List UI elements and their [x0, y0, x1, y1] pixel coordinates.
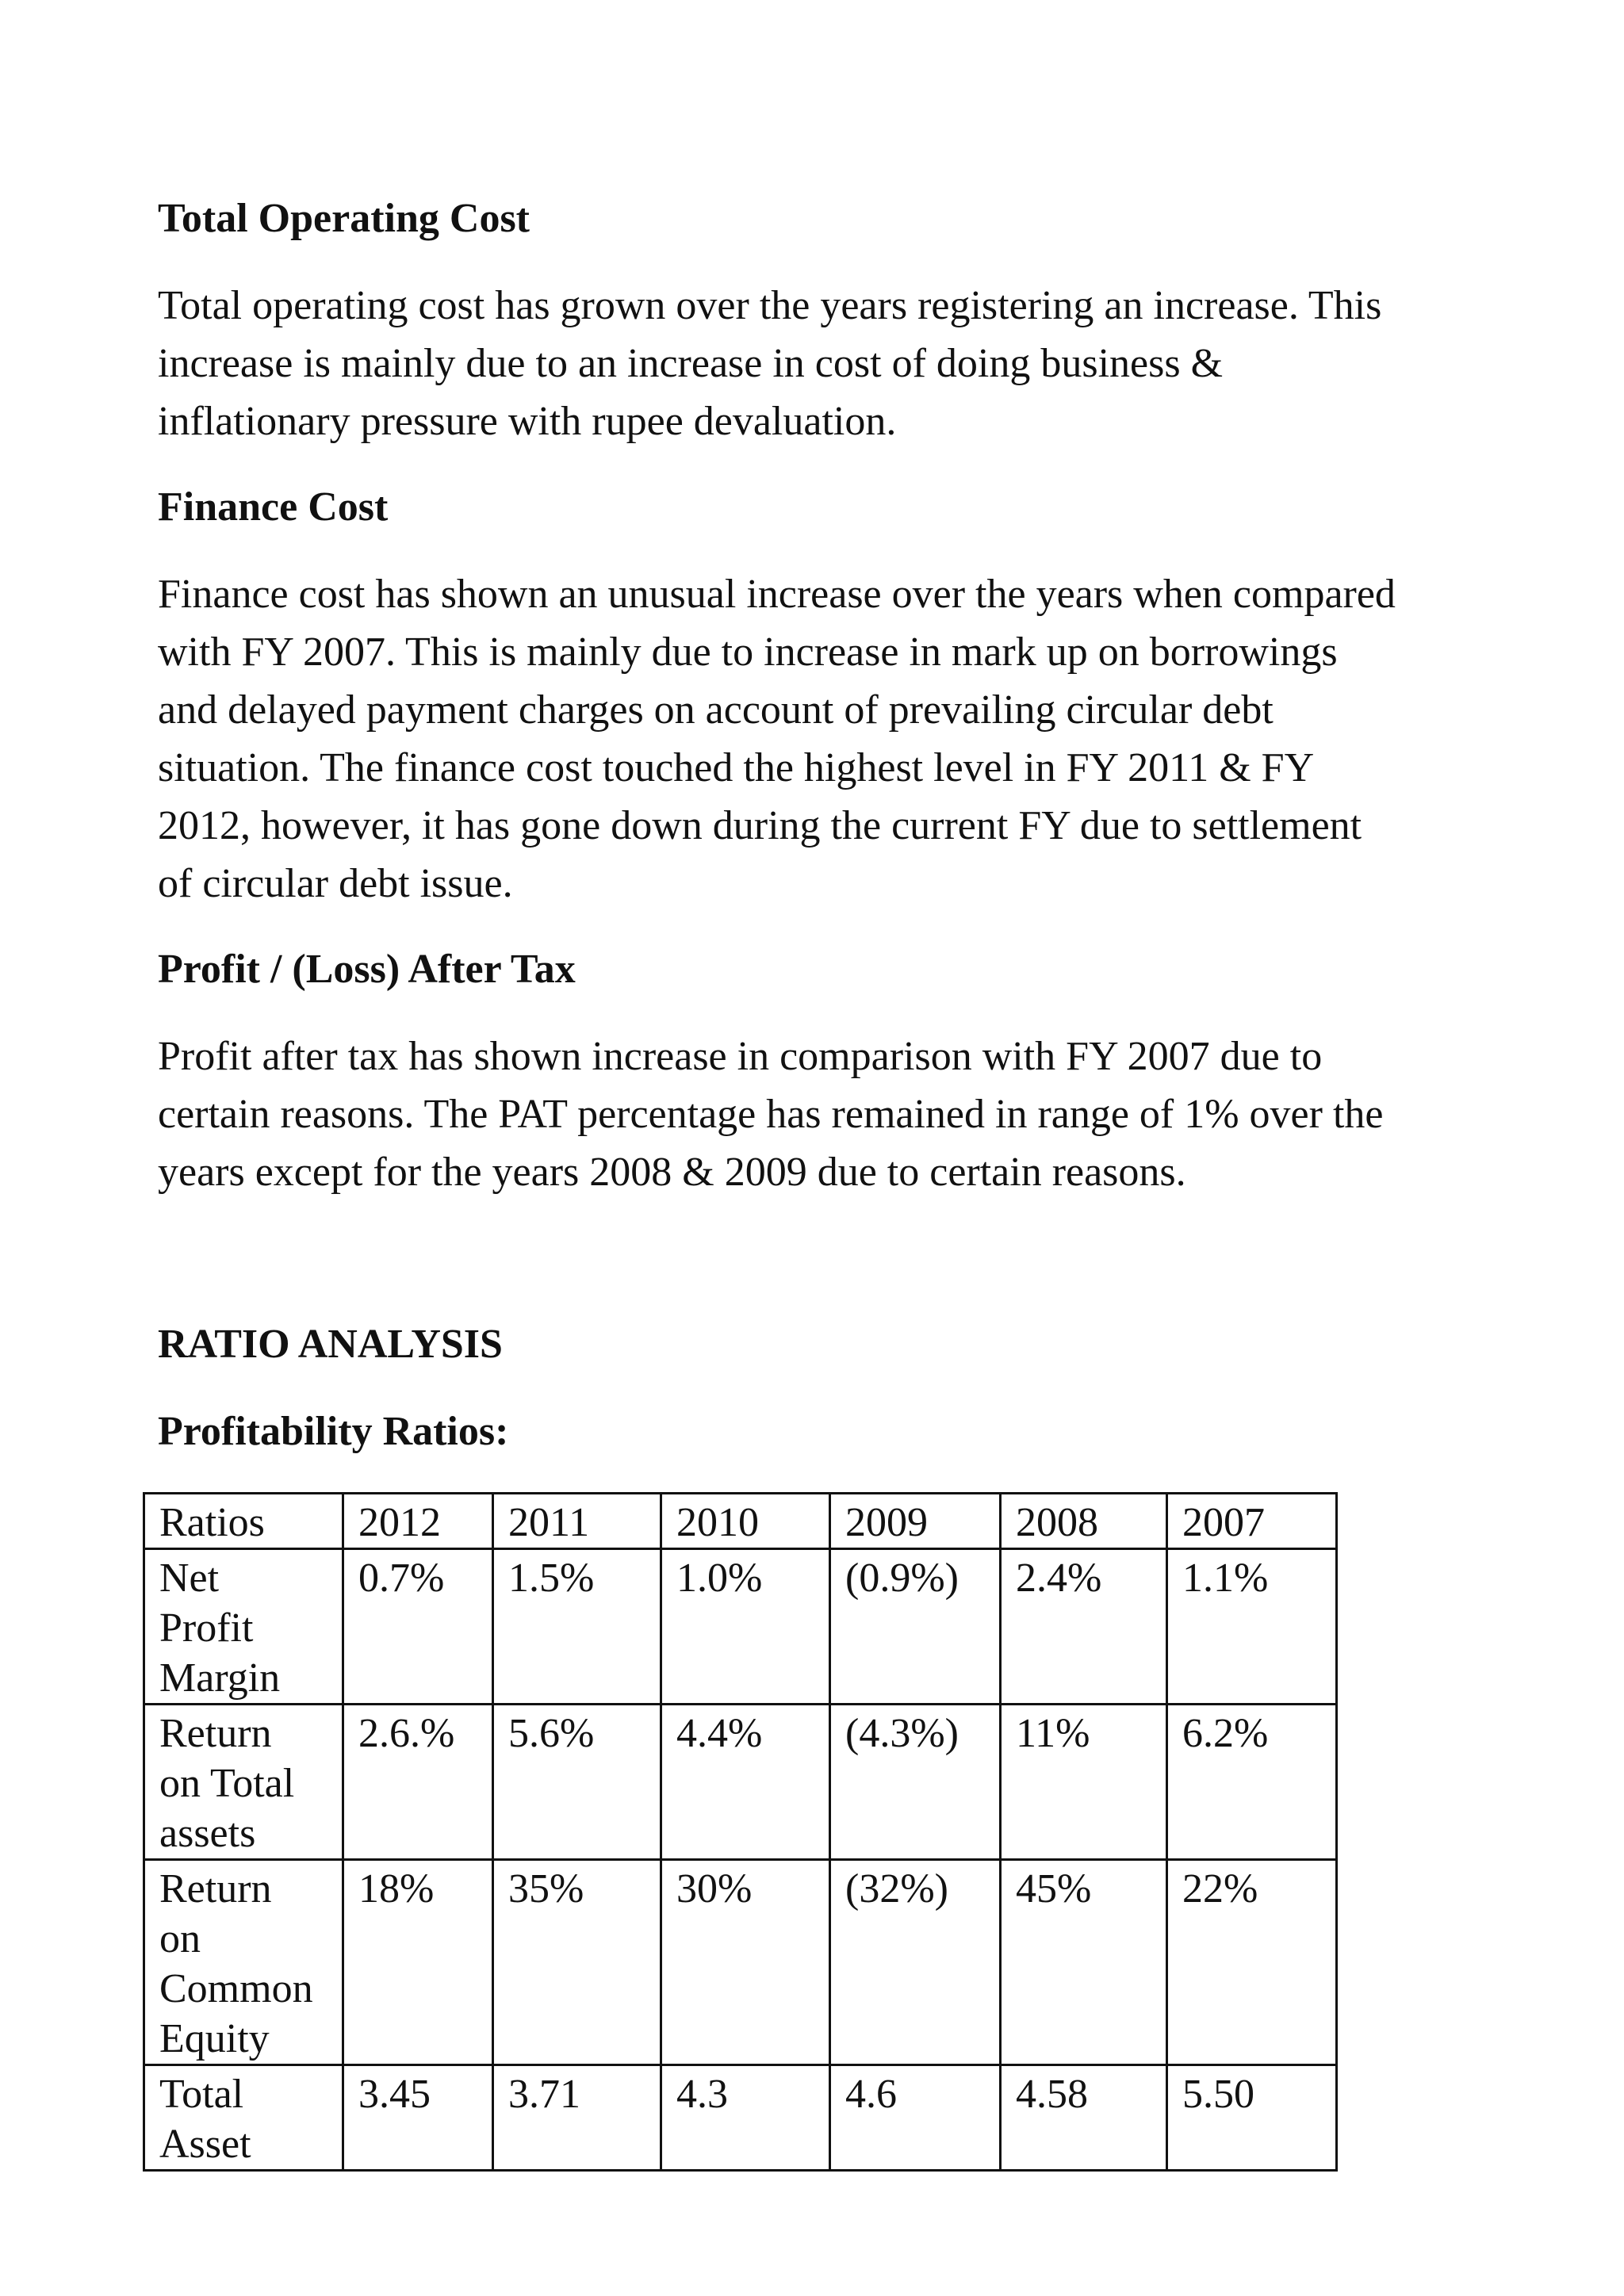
paragraph-line: and delayed payment charges on account of prevailing circular debt [158, 687, 1274, 733]
table-cell: 3.71 [493, 2065, 661, 2171]
table-cell: 18% [343, 1860, 493, 2065]
section-heading-total-operating-cost: Total Operating Cost [158, 196, 530, 241]
row-label-line: Profit [159, 1605, 254, 1651]
paragraph-profit-after-tax [158, 1027, 1383, 1201]
section-heading-profit-after-tax: Profit / (Loss) After Tax [158, 947, 576, 992]
row-label-net-profit-margin [144, 1549, 343, 1705]
row-label-line: Total [159, 2072, 244, 2117]
paragraph-line: Finance cost has shown an unusual increase over the years when compared [158, 572, 1396, 617]
paragraph-line: years except for the years 2008 & 2009 due to certain reasons. [158, 1150, 1186, 1195]
table-cell: 1.0% [661, 1549, 830, 1705]
paragraph-line: 2012, however, it has gone down during the current FY due to settlement [158, 803, 1362, 848]
row-label-line: Equity [159, 2016, 270, 2061]
table-cell: 22% [1167, 1860, 1337, 2065]
table-cell: 4.4% [661, 1705, 830, 1860]
profitability-ratios-subtitle: Profitability Ratios: [158, 1409, 509, 1454]
paragraph-total-operating-cost [158, 277, 1381, 450]
row-label-line: Margin [159, 1655, 281, 1701]
table-cell: (0.9%) [830, 1549, 1001, 1705]
table-cell: 4.6 [830, 2065, 1001, 2171]
row-label-line: on [159, 1916, 201, 1961]
table-cell: (4.3%) [830, 1705, 1001, 1860]
section-heading-finance-cost: Finance Cost [158, 484, 389, 530]
paragraph-line: inflationary pressure with rupee devaluation. [158, 399, 897, 444]
paragraph-line: Profit after tax has shown increase in comparison with FY 2007 due to [158, 1034, 1323, 1079]
table-cell: 2.4% [1001, 1549, 1167, 1705]
table-cell: 4.58 [1001, 2065, 1167, 2171]
table-cell: 4.3 [661, 2065, 830, 2171]
paragraph-line: of circular debt issue. [158, 861, 513, 906]
table-cell: 35% [493, 1860, 661, 2065]
row-label-line: Asset [159, 2122, 251, 2167]
table-row [144, 2065, 1337, 2171]
paragraph-line: situation. The finance cost touched the highest level in FY 2011 & FY [158, 745, 1315, 790]
table-cell: 1.5% [493, 1549, 661, 1705]
paragraph-line: certain reasons. The PAT percentage has remained in range of 1% over the [158, 1092, 1384, 1137]
table-cell: 3.45 [343, 2065, 493, 2171]
row-label-return-on-common-equity [144, 1860, 343, 2065]
paragraph-line: Total operating cost has grown over the years registering an increase. This [158, 283, 1382, 328]
table-row [144, 1549, 1337, 1705]
paragraph-line: with FY 2007. This is mainly due to increase in mark up on borrowings [158, 629, 1338, 675]
table-cell: 11% [1001, 1705, 1167, 1860]
header-cell: 2012 [343, 1494, 493, 1549]
table-cell: 30% [661, 1860, 830, 2065]
header-cell: 2009 [830, 1494, 1001, 1549]
header-cell: 2011 [493, 1494, 661, 1549]
table-cell: 6.2% [1167, 1705, 1337, 1860]
header-cell: 2007 [1167, 1494, 1337, 1549]
header-cell: 2010 [661, 1494, 830, 1549]
table-header-row [144, 1494, 1337, 1549]
row-label-line: Return [159, 1711, 272, 1756]
row-label-line: Return [159, 1866, 272, 1911]
row-label-total-asset [144, 2065, 343, 2171]
profitability-ratios-table [143, 1492, 1338, 2172]
table-cell: 45% [1001, 1860, 1167, 2065]
header-cell: 2008 [1001, 1494, 1167, 1549]
table-cell: 5.6% [493, 1705, 661, 1860]
row-label-line: Net [159, 1556, 220, 1601]
table-cell: 2.6.% [343, 1705, 493, 1860]
table-row [144, 1860, 1337, 2065]
table-cell: (32%) [830, 1860, 1001, 2065]
row-label-return-on-total-assets [144, 1705, 343, 1860]
header-cell: Ratios [144, 1494, 343, 1549]
table-cell: 1.1% [1167, 1549, 1337, 1705]
row-label-line: on Total [159, 1761, 295, 1806]
table-row [144, 1705, 1337, 1860]
row-label-line: assets [159, 1811, 256, 1856]
paragraph-finance-cost [158, 565, 1396, 913]
paragraph-line: increase is mainly due to an increase in cost of doing business & [158, 341, 1224, 386]
table-cell: 5.50 [1167, 2065, 1337, 2171]
ratio-analysis-title: RATIO ANALYSIS [158, 1322, 503, 1367]
row-label-line: Common [159, 1966, 313, 2011]
table-cell: 0.7% [343, 1549, 493, 1705]
